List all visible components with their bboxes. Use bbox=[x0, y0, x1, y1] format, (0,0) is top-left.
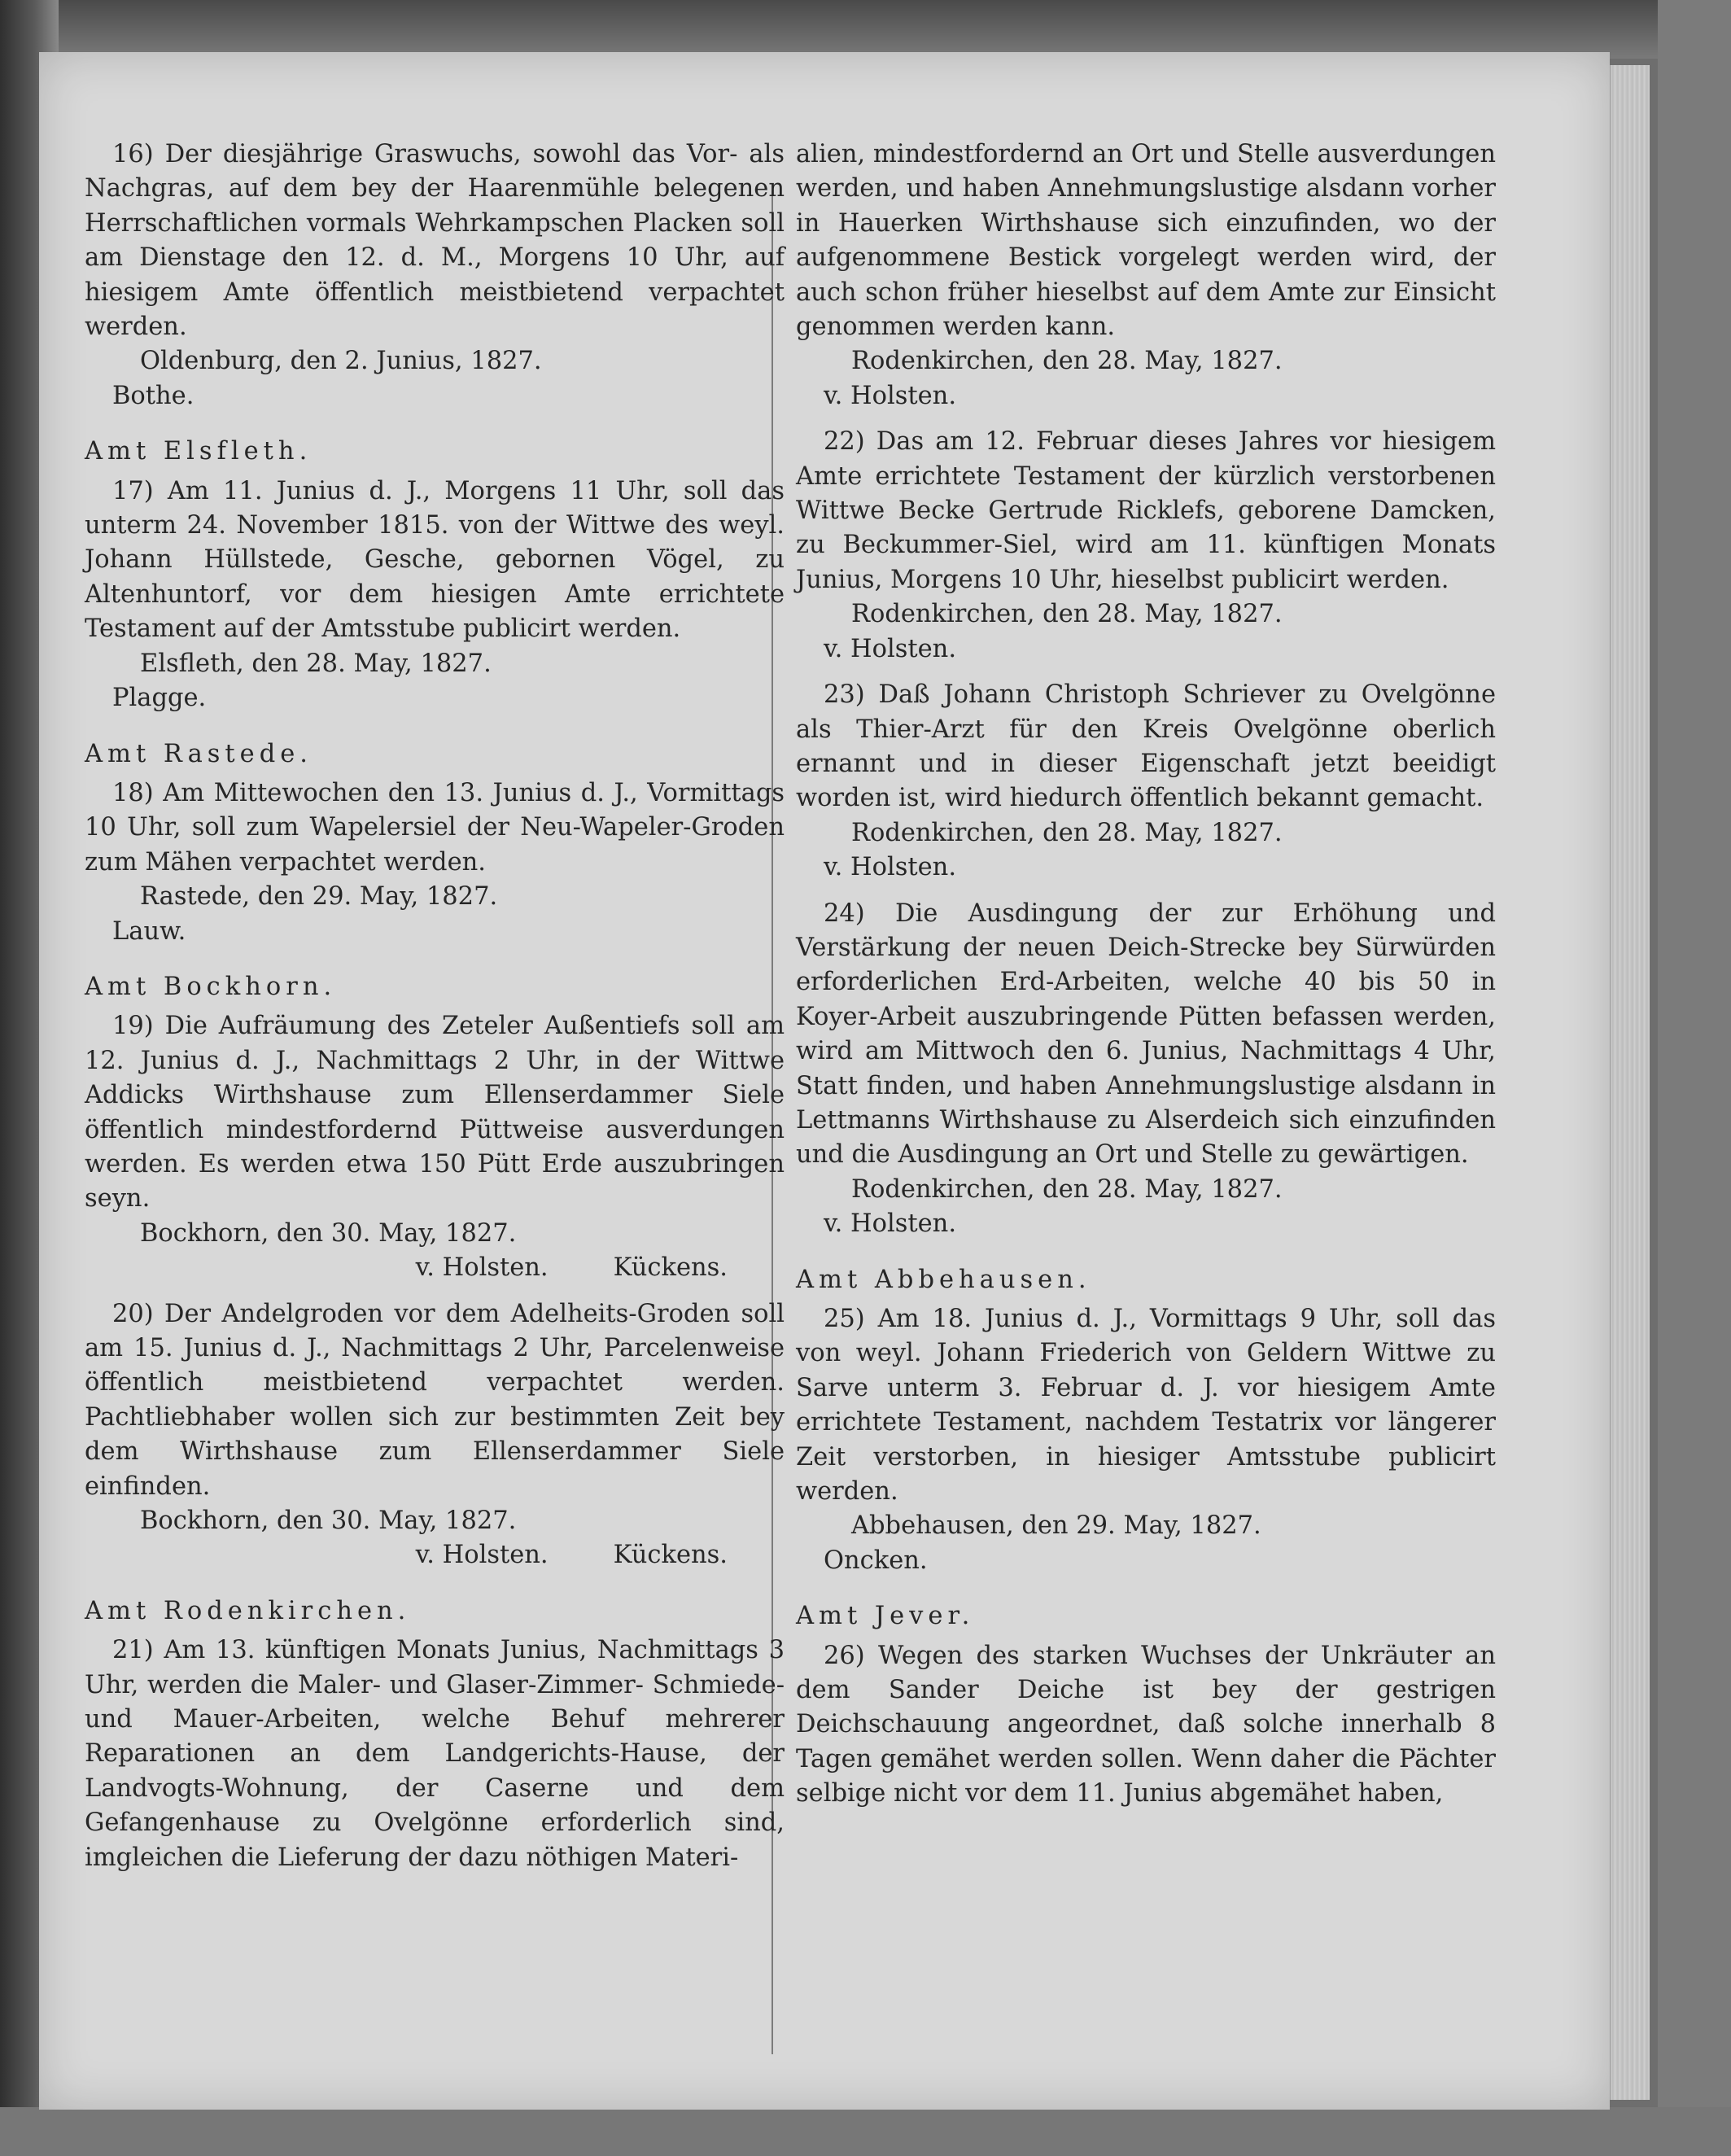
section-heading-bockhorn: Amt Bockhorn. bbox=[85, 972, 337, 1001]
notice-text: 25) Am 18. Junius d. J., Vormittags 9 Uhr, soll das von weyl. Johann Friederich von Geldern Wittwe zu Sarve unterm 3. Februar d. J. vor hiesigem Amte errichtete Testament, nachdem Testatrix vor längerer Zeit verstorben, in hiesiger Amtsstube publicirt werden. bbox=[796, 1305, 1496, 1507]
notice-16 bbox=[85, 138, 785, 413]
spacer bbox=[796, 886, 1496, 897]
scan-border-right bbox=[1658, 0, 1731, 2156]
notice-text: 19) Die Aufräumung des Zeteler Außentiefs soll am 12. Junius d. J., Nachmittags 2 Uhr, in der Wittwe Addicks Wirthshause zum Ellenserdammer Siele öffentlich mindestfordernd Püttweise ausverdungen werden. Es werden etwa 150 Pütt Erde auszubringen seyn. bbox=[85, 1012, 785, 1214]
notice-place-date: Rodenkirchen, den 28. May, 1827. bbox=[851, 347, 1283, 376]
section-heading-elsfleth: Amt Elsfleth. bbox=[85, 437, 313, 466]
right-column bbox=[796, 138, 1496, 1812]
notice-signature-a: v. Holsten. bbox=[415, 1253, 549, 1283]
notice-place-date: Rastede, den 29. May, 1827. bbox=[140, 882, 498, 912]
scan-border-top bbox=[0, 0, 1731, 59]
notice-text: 21) Am 13. künftigen Monats Junius, Nachmittags 3 Uhr, werden die Maler- und Glaser-Zimmer- Schmiede- und Mauer-Arbeiten, welche Behuf mehrerer Reparationen an dem Landgerichts-Hause, der Landvogts-Wohnung, der Caserne und dem Gefangenhause zu Ovelgönne erforderlich sind, imgleichen die Lieferung der dazu nöthigen Materi- bbox=[85, 1636, 785, 1872]
notice-signature-b: Kückens. bbox=[613, 1253, 728, 1283]
notice-place-date: Oldenburg, den 2. Junius, 1827. bbox=[140, 347, 542, 376]
notice-place-date: Rodenkirchen, den 28. May, 1827. bbox=[851, 600, 1283, 629]
notice-signature: Bothe. bbox=[112, 381, 195, 410]
section-heading-abbehausen: Amt Abbehausen. bbox=[796, 1265, 1091, 1294]
notice-place-date: Elsfleth, den 28. May, 1827. bbox=[140, 649, 492, 678]
page-stack-edge bbox=[1610, 65, 1650, 2100]
notice-signatures bbox=[85, 1251, 785, 1285]
notice-signature-b: Kückens. bbox=[613, 1541, 728, 1570]
section-heading-rastede: Amt Rastede. bbox=[85, 739, 313, 768]
notice-text: 22) Das am 12. Februar dieses Jahres vor hiesigem Amte errichtete Testament der kürzlich verstorbenen Wittwe Becke Gertrude Ricklefs, geborene Damcken, zu Beckummer-Siel, wird am 11. künftigen Monats Junius, Morgens 10 Uhr, hieselbst publicirt werden. bbox=[796, 427, 1496, 594]
spacer bbox=[85, 1286, 785, 1297]
notice-signature: v. Holsten. bbox=[824, 853, 957, 882]
scan-border-bottom bbox=[0, 2107, 1731, 2156]
notice-26 bbox=[796, 1639, 1496, 1812]
notice-24 bbox=[796, 897, 1496, 1242]
notice-text: 16) Der diesjährige Graswuchs, sowohl das Vor- als Nachgras, auf dem bey der Haarenmühle belegenen Herrschaftlichen vormals Wehrkampschen Placken soll am Dienstage den 12. d. M., Morgens 10 Uhr, auf hiesigem Amte öffentlich meistbietend verpachtet werden. bbox=[85, 140, 785, 342]
notice-signature: Oncken. bbox=[824, 1546, 928, 1575]
notice-23 bbox=[796, 678, 1496, 885]
notice-signature: Plagge. bbox=[112, 684, 207, 713]
notice-place-date: Abbehausen, den 29. May, 1827. bbox=[851, 1511, 1261, 1541]
notice-signature: v. Holsten. bbox=[824, 1209, 957, 1239]
notice-text: 24) Die Ausdingung der zur Erhöhung und Verstärkung der neuen Deich-Strecke bey Sürwürden erforderlichen Erd-Arbeiten, welche 40 bis 50 in Koyer-Arbeit auszubringende Pütten befassen werden, wird am Mittwoch den 6. Junius, Nachmittags 4 Uhr, Statt finden, und haben Annehmungslustige alsdann in Lettmanns Wirthshause zu Alserdeich sich einzufinden und die Ausdingung an Ort und Stelle zu gewärtigen. bbox=[796, 899, 1496, 1170]
notice-19 bbox=[85, 1009, 785, 1285]
notice-text: 20) Der Andelgroden vor dem Adelheits-Groden soll am 15. Junius d. J., Nachmittags 2 Uhr, Parcelenweise öffentlich meistbietend verpachtet werden. Pachtliebhaber wollen sich zur bestimmten Zeit bey dem Wirthshause zum Ellenserdammer Siele einfinden. bbox=[85, 1299, 785, 1501]
section-heading-jever: Amt Jever. bbox=[796, 1602, 975, 1631]
notice-22 bbox=[796, 425, 1496, 667]
notice-signature: Lauw. bbox=[112, 916, 186, 946]
document-page bbox=[39, 52, 1610, 2110]
notice-20 bbox=[85, 1297, 785, 1573]
spacer bbox=[796, 413, 1496, 425]
notice-signatures bbox=[85, 1538, 785, 1572]
notice-place-date: Bockhorn, den 30. May, 1827. bbox=[140, 1218, 517, 1248]
notice-signature-a: v. Holsten. bbox=[415, 1541, 549, 1570]
notice-17 bbox=[85, 474, 785, 716]
notice-place-date: Bockhorn, den 30. May, 1827. bbox=[140, 1507, 517, 1536]
notice-text: alien, mindestfordernd an Ort und Stelle ausverdungen werden, und haben Annehmungslustige alsdann vorher in Hauerken Wirthshause sich einzufinden, wo der aufgenommene Bestick vorgelegt werden wird, der auch schon früher hieselbst auf dem Amte zur Einsicht genommen werden kann. bbox=[796, 140, 1496, 342]
notice-18 bbox=[85, 776, 785, 949]
section-heading-rodenkirchen: Amt Rodenkirchen. bbox=[85, 1596, 411, 1625]
notice-place-date: Rodenkirchen, den 28. May, 1827. bbox=[851, 1174, 1283, 1204]
notice-25 bbox=[796, 1302, 1496, 1578]
notice-21-continued bbox=[796, 138, 1496, 413]
spacer bbox=[796, 667, 1496, 678]
notice-21 bbox=[85, 1633, 785, 1875]
notice-text: 17) Am 11. Junius d. J., Morgens 11 Uhr, soll das unterm 24. November 1815. von der Wittwe des weyl. Johann Hüllstede, Gesche, gebornen Vögel, zu Altenhuntorf, vor dem hiesigen Amte errichtete Testament auf der Amtsstube publicirt werden. bbox=[85, 476, 785, 644]
notice-signature: v. Holsten. bbox=[824, 634, 957, 663]
notice-text: 26) Wegen des starken Wuchses der Unkräuter an dem Sander Deiche ist bey der gestrigen Deichschauung angeordnet, daß solche innerhalb 8 Tagen gemähet werden sollen. Wenn daher die Pächter selbige nicht vor dem 11. Junius abgemähet haben, bbox=[796, 1641, 1496, 1808]
notice-place-date: Rodenkirchen, den 28. May, 1827. bbox=[851, 818, 1283, 847]
notice-signature: v. Holsten. bbox=[824, 381, 957, 410]
left-column bbox=[85, 138, 785, 1875]
notice-text: 18) Am Mittewochen den 13. Junius d. J., Vormittags 10 Uhr, soll zum Wapelersiel der Neu-Wapeler-Groden zum Mähen verpachtet werden. bbox=[85, 778, 785, 877]
notice-text: 23) Daß Johann Christoph Schriever zu Ovelgönne als Thier-Arzt für den Kreis Ovelgönne oberlich ernannt und in dieser Eigenschaft jetzt beeidigt worden ist, wird hiedurch öffentlich bekannt gemacht. bbox=[796, 680, 1496, 813]
